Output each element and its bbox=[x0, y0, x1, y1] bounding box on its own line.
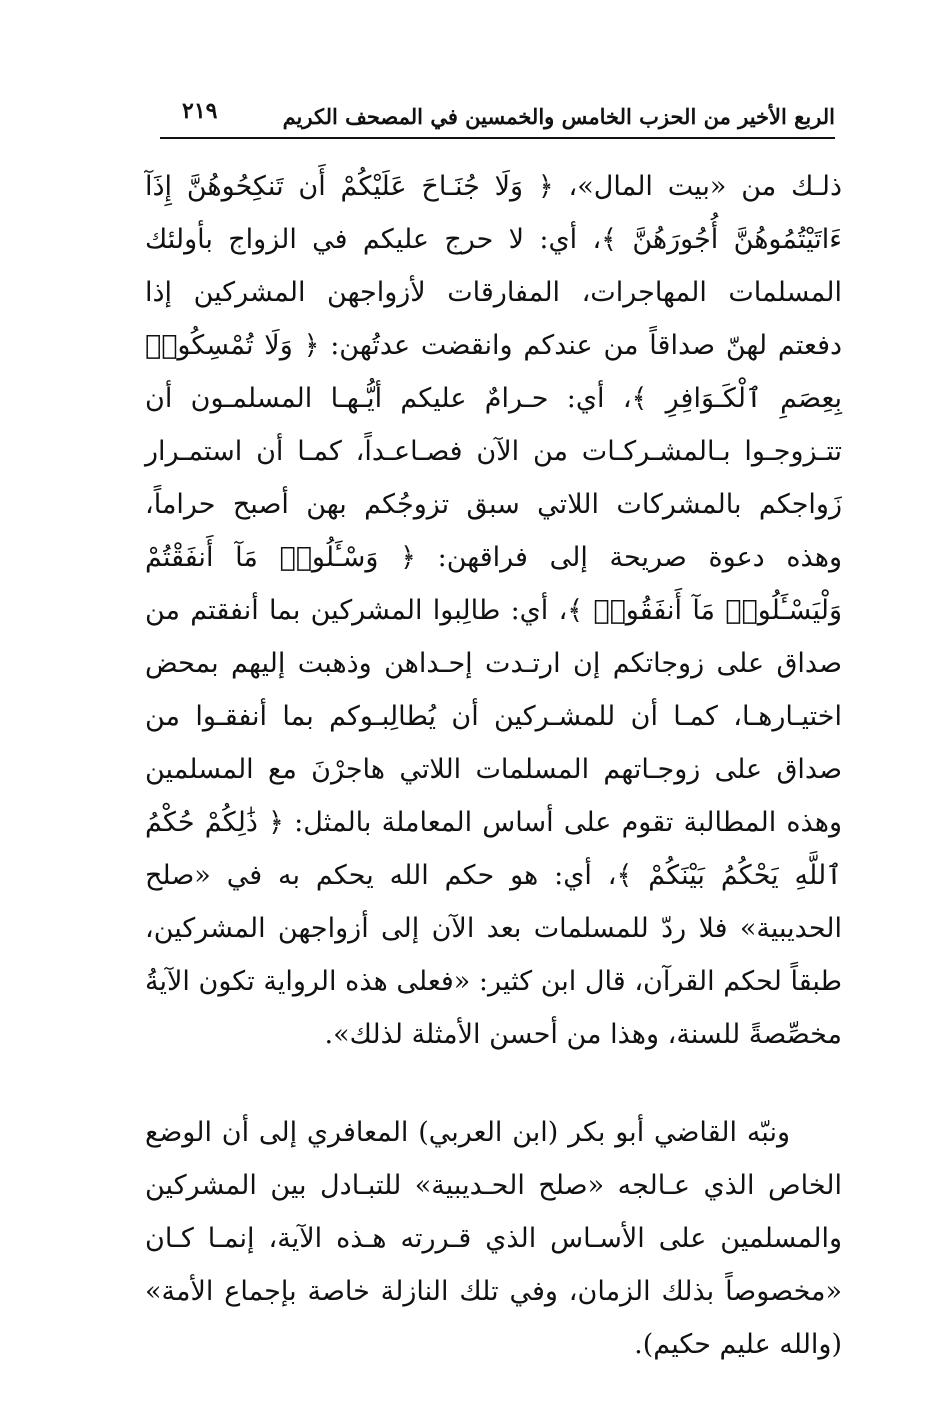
paragraph: ذلـك من «بيت المال»، ﴿ وَلَا جُنَـاحَ عَلَيْكُمْ أَن تَنكِحُوهُنَّ إِذَآ ءَاتَيْتُمُوهُنَّ أُجُورَهُنَّ ﴾، أي: لا حرج عليكم في الزواج بأولئك المسلمات المهاجرات، المفارقات لأزواجهن المشركين إذا دفعتم لهنّ صداقاً من عندكم وانقضت عدتُهن: ﴿ وَلَا تُمْسِكُوا۟ بِعِصَمِ ٱلْكَـوَافِرِ ﴾، أي: حـرامٌ عليكم أيُّـهـا المسلمـون أن تتـزوجـوا بـالمشـركـات من الآن فصـاعـداً، كمـا أن استمـرار زَواجكم بالمشركات اللاتي سبق تزوجُكم بهن أصبح حراماً، وهذه دعوة صريحة إلى فراقهن: ﴿ وَسْـَٔلُوا۟ مَآ أَنفَقْتُمْ وَلْيَسْـَٔلُوا۟ مَآ أَنفَقُوا۟ ﴾، أي: طالِبوا المشركين بما أنفقتم من صداق على زوجاتكم إن ارتـدت إحـداهن وذهبت إليهم بمحض اختيـارهـا، كمـا أن للمشـركين أن يُطالِبـوكم بما أنفقـوا من صداق على زوجـاتهم المسلمات اللاتي هاجرْنَ مع المسلمين وهذه المطالبة تقوم على أساس المعاملة بالمثل: ﴿ ذَٰلِكُمْ حُكْمُ ٱللَّهِ يَحْكُمُ بَيْنَكُمْ ﴾، أي: هو حكم الله يحكم به في «صلح الحديبية» فلا ردّ للمسلمات بعد الآن إلى أزواجهن المشركين، طبقاً لحكم القرآن، قال ابن كثير: «فعلى هذه الرواية تكون الآيةُ مخصِّصةً للسنة، وهذا من أحسن الأمثلة لذلك». bbox=[145, 171, 842, 1050]
paragraph: ونبّه القاضي أبو بكر (ابن العربي) المعافري إلى أن الوضع الخاص الذي عـالجه «صلح الحـديبية» للتبـادل بين المشركين والمسلمين على الأسـاس الذي قـررته هـذه الآية، إنمـا كـان «مخصوصاً بذلك الزمان، وفي تلك النازلة خاصة بإجماع الأمة» (والله عليم حكيم). bbox=[145, 1117, 842, 1360]
page-number: ٢١٩ bbox=[182, 98, 218, 124]
header-title: الربع الأخير من الحزب الخامس والخمسين في المصحف الكريم bbox=[282, 104, 835, 129]
running-header bbox=[160, 92, 835, 140]
header-divider bbox=[160, 137, 835, 139]
body-text bbox=[145, 160, 842, 1371]
